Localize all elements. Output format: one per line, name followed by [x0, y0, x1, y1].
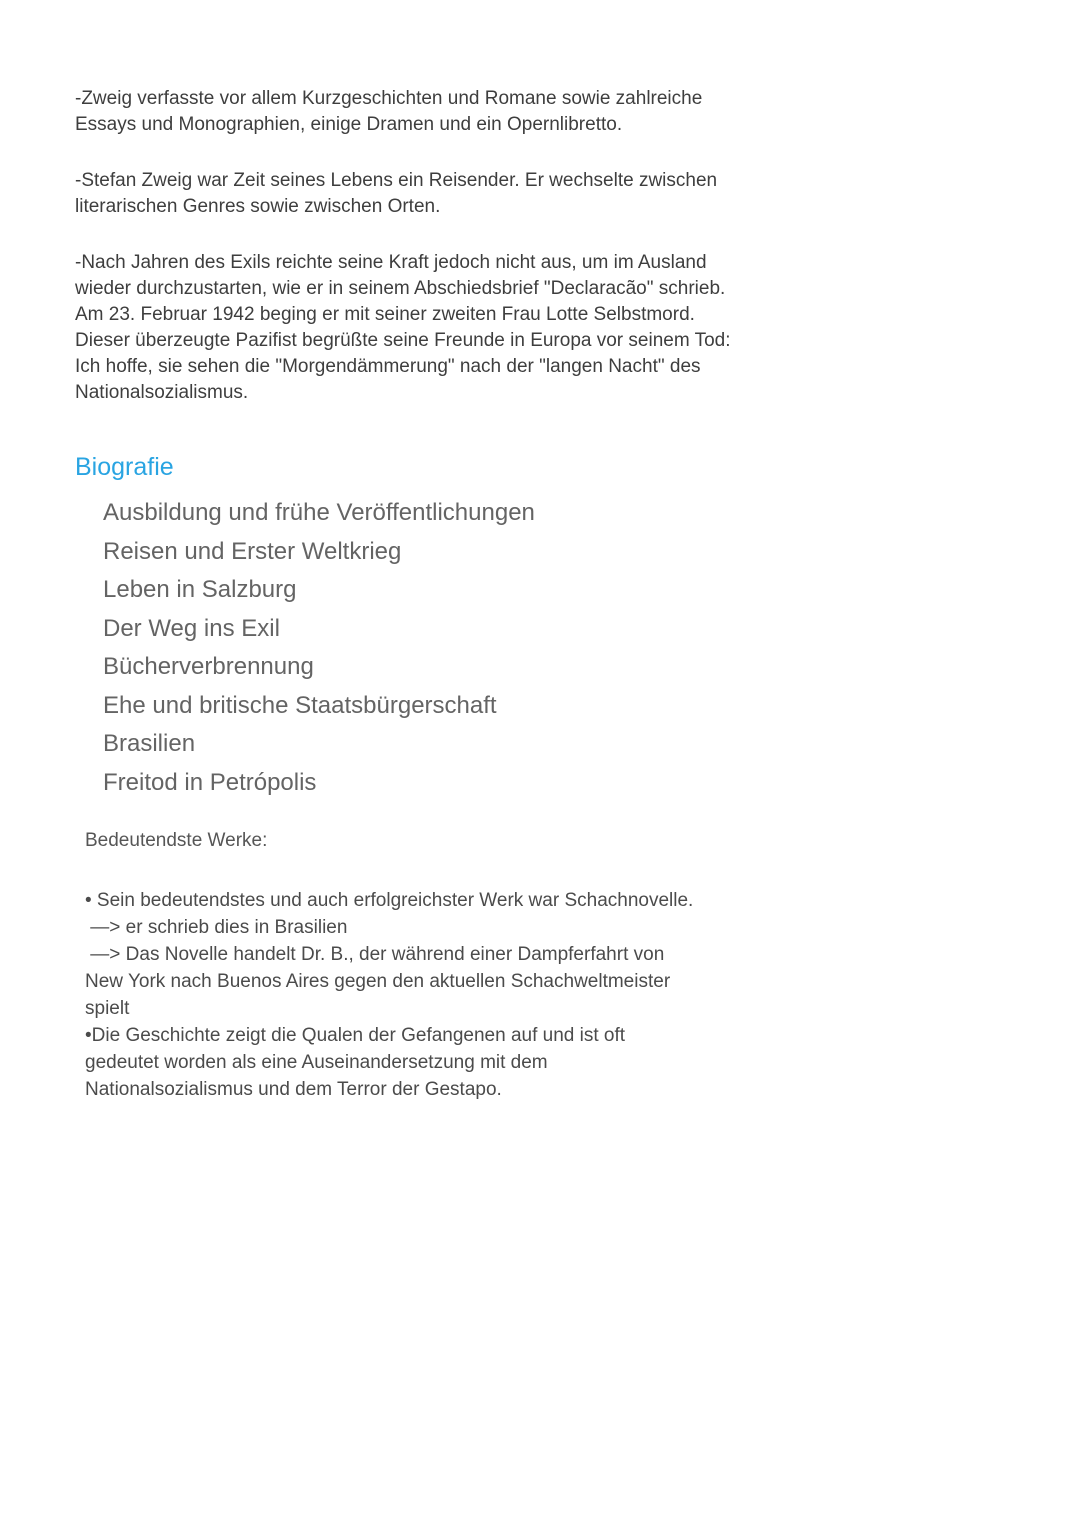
section-heading-biografie: Biografie [75, 453, 174, 481]
paragraph-line: Dieser überzeugte Pazifist begrüßte seine Freunde in Europa vor seinem Tod: [75, 330, 731, 351]
intro-paragraphs [75, 86, 920, 406]
toc-item: Ausbildung und frühe Veröffentlichungen [103, 499, 535, 526]
paragraph-line: Nationalsozialismus. [75, 382, 249, 403]
works-line: New York nach Buenos Aires gegen den aktuellen Schachweltmeister [85, 971, 671, 992]
paragraph-zweig-werke [75, 86, 920, 138]
works-line: • Sein bedeutendstes und auch erfolgreichster Werk war Schachnovelle. [85, 890, 694, 911]
works-line: •Die Geschichte zeigt die Qualen der Gefangenen auf und ist oft [85, 1025, 626, 1046]
paragraph-line: Ich hoffe, sie sehen die "Morgendämmerung" nach der "langen Nacht" des [75, 356, 701, 377]
paragraph-line: -Stefan Zweig war Zeit seines Lebens ein Reisender. Er wechselte zwischen [75, 170, 718, 191]
biografie-toc [103, 494, 920, 802]
paragraph-line: literarischen Genres sowie zwischen Orten. [75, 196, 441, 217]
paragraph-line: Am 23. Februar 1942 beging er mit seiner zweiten Frau Lotte Selbstmord. [75, 304, 695, 325]
toc-item: Ehe und britische Staatsbürgerschaft [103, 691, 497, 719]
paragraph-line: wieder durchzustarten, wie er in seinem Abschiedsbrief "Declaracão" schrieb. [75, 278, 726, 299]
works-list [85, 887, 920, 1103]
works-line: —> Das Novelle handelt Dr. B., der während einer Dampferfahrt von [85, 944, 665, 965]
toc-item: Freitod in Petrópolis [103, 768, 317, 796]
toc-item: Brasilien [103, 730, 196, 757]
toc-item: Reisen und Erster Weltkrieg [103, 537, 402, 565]
toc-item: Bücherverbrennung [103, 653, 314, 680]
paragraph-line: -Nach Jahren des Exils reichte seine Kraft jedoch nicht aus, um im Ausland [75, 252, 707, 273]
works-line: spielt [85, 998, 130, 1019]
works-line: gedeutet worden als eine Auseinandersetzung mit dem [85, 1052, 548, 1073]
works-line: —> er schrieb dies in Brasilien [85, 917, 348, 938]
paragraph-line: -Zweig verfasste vor allem Kurzgeschichten und Romane sowie zahlreiche [75, 88, 703, 109]
paragraph-zweig-reisender [75, 168, 920, 220]
works-line: Nationalsozialismus und dem Terror der Gestapo. [85, 1079, 502, 1100]
toc-item: Der Weg ins Exil [103, 614, 280, 642]
paragraph-zweig-exil [75, 250, 920, 406]
paragraph-line: Essays und Monographien, einige Dramen und ein Opernlibretto. [75, 114, 623, 135]
toc-item: Leben in Salzburg [103, 576, 297, 603]
works-label: Bedeutendste Werke: [85, 830, 268, 851]
